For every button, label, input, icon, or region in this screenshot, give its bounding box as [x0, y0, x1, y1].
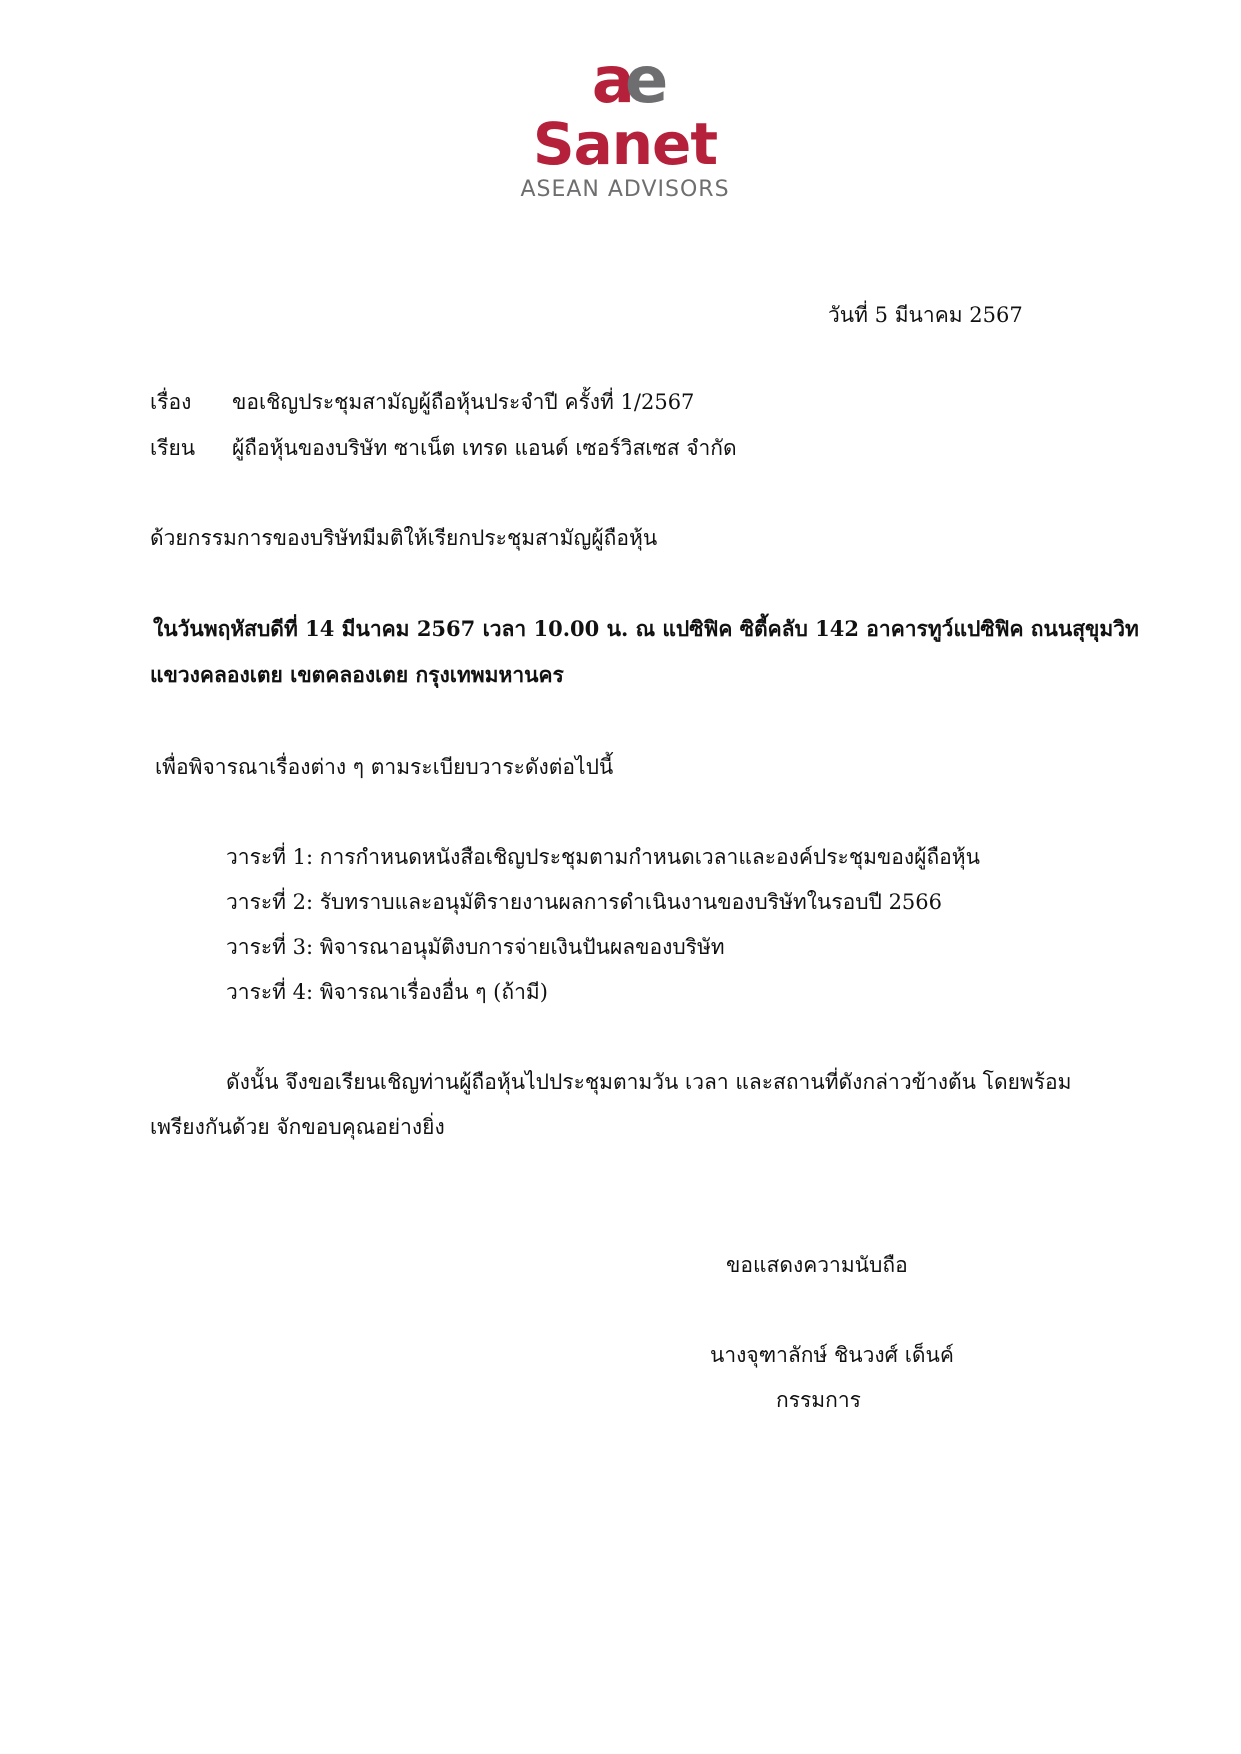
- sanet-logo-graphic: [505, 52, 745, 202]
- subject-label: เรื่อง: [150, 390, 192, 414]
- agenda-item-1: วาระที่ 1: การกำหนดหนังสือเชิญประชุมตามกำหนดเวลาและองค์ประชุมของผู้ถือหุ้น: [226, 845, 980, 869]
- closing-regards: ขอแสดงความนับถือ: [726, 1253, 908, 1277]
- logo-brand: Sanet: [532, 110, 718, 178]
- company-logo: [505, 52, 745, 202]
- logo-mark: ae: [591, 52, 659, 118]
- letter-date: วันที่ 5 มีนาคม 2567: [828, 303, 1023, 327]
- meeting-details-line-2: แขวงคลองเตย เขตคลองเตย กรุงเทพมหานคร: [150, 662, 564, 687]
- subject-text: ขอเชิญประชุมสามัญผู้ถือหุ้นประจำปี ครั้งที่ 1/2567: [232, 390, 695, 414]
- recipient-label: เรียน: [150, 436, 196, 460]
- agenda-item-3: วาระที่ 3: พิจารณาอนุมัติงบการจ่ายเงินปันผลของบริษัท: [226, 935, 725, 959]
- signer-title: กรรมการ: [776, 1388, 861, 1412]
- signer-name: นางจุฑาลักษ์ ชินวงศ์ เด็นค์: [710, 1343, 954, 1367]
- logo-tagline: ASEAN ADVISORS: [520, 177, 730, 202]
- agenda-item-2: วาระที่ 2: รับทราบและอนุมัติรายงานผลการดำเนินงานของบริษัทในรอบปี 2566: [226, 890, 943, 914]
- closing-line-2: เพรียงกันด้วย จักขอบคุณอย่างยิ่ง: [150, 1115, 445, 1139]
- meeting-details-line-1: ในวันพฤหัสบดีที่ 14 มีนาคม 2567 เวลา 10.00 น. ณ แปซิฟิค ซิตี้คลับ 142 อาคารทูว์แปซิฟิค ถนนสุขุมวิท: [153, 616, 1139, 641]
- agenda-item-4: วาระที่ 4: พิจารณาเรื่องอื่น ๆ (ถ้ามี): [226, 980, 548, 1004]
- intro-paragraph: ด้วยกรรมการของบริษัทมีมติให้เรียกประชุมสามัญผู้ถือหุ้น: [150, 526, 658, 550]
- recipient-text: ผู้ถือหุ้นของบริษัท ซาเน็ต เทรด แอนด์ เซอร์วิสเซส จำกัด: [232, 436, 737, 460]
- closing-line-1: ดังนั้น จึงขอเรียนเชิญท่านผู้ถือหุ้นไปประชุมตามวัน เวลา และสถานที่ดังกล่าวข้างต้น โดยพร้อม: [226, 1070, 1072, 1094]
- purpose-paragraph: เพื่อพิจารณาเรื่องต่าง ๆ ตามระเบียบวาระดังต่อไปนี้: [155, 755, 614, 779]
